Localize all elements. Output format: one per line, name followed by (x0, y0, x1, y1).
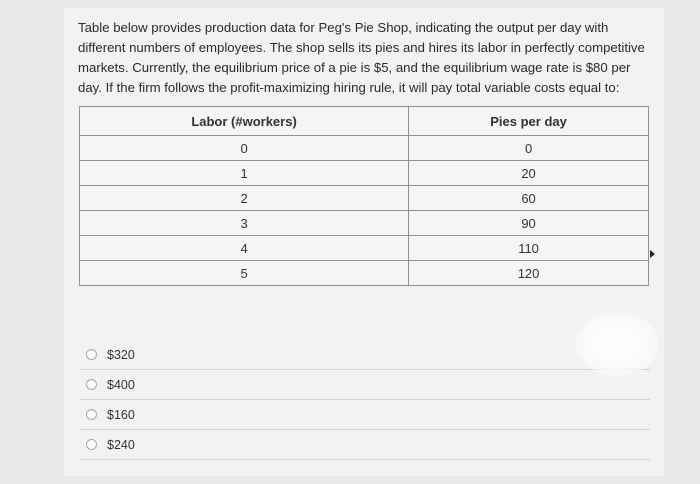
table-row (80, 211, 649, 236)
answer-options (80, 340, 650, 460)
answer-option-label: $320 (107, 347, 135, 362)
table-row (80, 236, 649, 261)
answer-option-240[interactable] (80, 430, 650, 460)
question-text: Table below provides production data for Peg's Pie Shop, indicating the output per day with different numbers of employees. The shop sells its pies and hires its labor in perfectly competitive markets. Currently, the equilibrium price of a pie is $5, and the equilibrium wage rate is $80 per day. If the firm follows the profit-maximizing hiring rule, it will pay total variable costs equal to: (78, 20, 645, 95)
answer-option-400[interactable] (80, 370, 650, 400)
pies-cell: 90 (409, 211, 649, 236)
labor-cell: 4 (80, 236, 409, 261)
pies-column-header: Pies per day (409, 107, 649, 136)
pies-cell: 110 (409, 236, 649, 261)
radio-button[interactable] (86, 379, 97, 390)
labor-cell: 2 (80, 186, 409, 211)
pies-cell: 60 (409, 186, 649, 211)
radio-button[interactable] (86, 439, 97, 450)
production-table (79, 106, 649, 286)
screen-glare (575, 312, 659, 376)
labor-cell: 0 (80, 136, 409, 161)
radio-button[interactable] (86, 349, 97, 360)
pies-cell: 20 (409, 161, 649, 186)
answer-option-160[interactable] (80, 400, 650, 430)
pies-cell: 120 (409, 261, 649, 286)
labor-cell: 1 (80, 161, 409, 186)
answer-option-320[interactable] (80, 340, 650, 370)
table-header-row (80, 107, 649, 136)
table-row (80, 261, 649, 286)
radio-button[interactable] (86, 409, 97, 420)
labor-cell: 5 (80, 261, 409, 286)
table-row (80, 136, 649, 161)
answer-option-label: $240 (107, 437, 135, 452)
table-row (80, 186, 649, 211)
labor-column-header: Labor (#workers) (80, 107, 409, 136)
pies-cell: 0 (409, 136, 649, 161)
table-row (80, 161, 649, 186)
labor-cell: 3 (80, 211, 409, 236)
mouse-cursor-icon (650, 250, 655, 258)
answer-option-label: $400 (107, 377, 135, 392)
answer-option-label: $160 (107, 407, 135, 422)
